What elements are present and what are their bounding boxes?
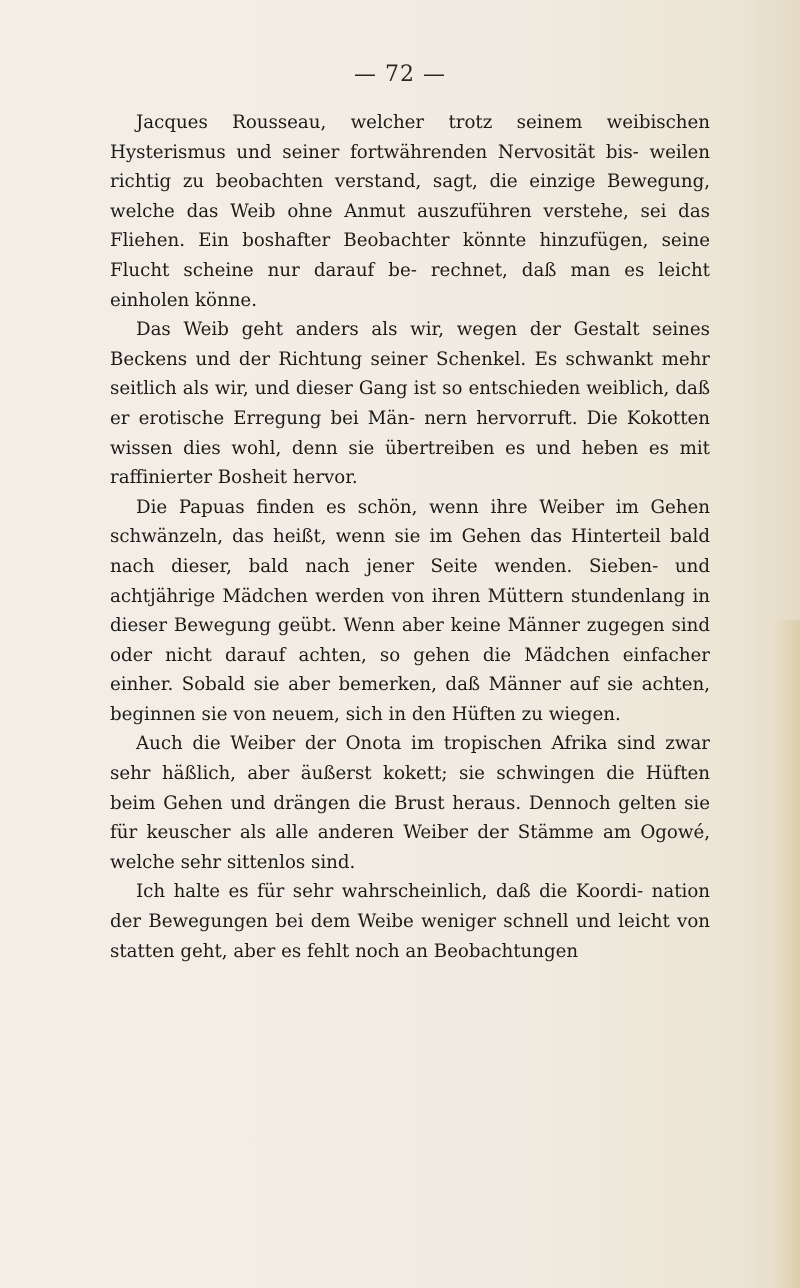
paragraph-coordination: Ich halte es für sehr wahrscheinlich, daß die Koordi- nation der Bewegungen bei dem Weibe weniger schnell und leicht von statten geht, aber es fehlt noch an Beobachtungen xyxy=(110,881,710,962)
body-text xyxy=(110,108,710,966)
page-number: — 72 — xyxy=(354,62,446,87)
paragraph-rousseau: Jacques Rousseau, welcher trotz seinem weibischen Hysterismus und seiner fortwährenden Nervosität bis- weilen richtig zu beobachten verstand, sagt, die einzige Bewegung, welche das Weib ohne Anmut auszuführen verstehe, sei das Fliehen. Ein boshafter Beobachter könnte hinzufügen, seine Flucht scheine nur darauf be- rechnet, daß man es leicht einholen könne. xyxy=(110,112,710,311)
paragraph-papuas: Die Papuas finden es schön, wenn ihre Weiber im Gehen schwänzeln, das heißt, wenn sie im Gehen das Hinterteil bald nach dieser, bald nach jener Seite wenden. Sieben- und achtjährige Mädchen werden von ihren Müttern stundenlang in dieser Bewegung geübt. Wenn aber keine Männer zugegen sind oder nicht darauf achten, so gehen die Mädchen einfacher einher. Sobald sie aber bemerken, daß Männer auf sie achten, beginnen sie von neuem, sich in den Hüften zu wiegen. xyxy=(110,496,710,725)
paragraph-gait: Das Weib geht anders als wir, wegen der Gestalt seines Beckens und der Richtung seiner Schenkel. Es schwankt mehr seitlich als wir, und dieser Gang ist so entschieden weiblich, daß er erotische Erregung bei Män- nern hervorruft. Die Kokotten wissen dies wohl, denn sie übertreiben es und heben es mit raffinierter Bosheit hervor. xyxy=(110,319,710,489)
paragraph-onota: Auch die Weiber der Onota im tropischen Afrika sind zwar sehr häßlich, aber äußerst kokett; sie schwingen die Hüften beim Gehen und drängen die Brust heraus. Dennoch gelten sie für keuscher als alle anderen Weiber der Stämme am Ogowé, welche sehr sittenlos sind. xyxy=(110,733,710,873)
page-edge-stain xyxy=(774,620,800,1288)
